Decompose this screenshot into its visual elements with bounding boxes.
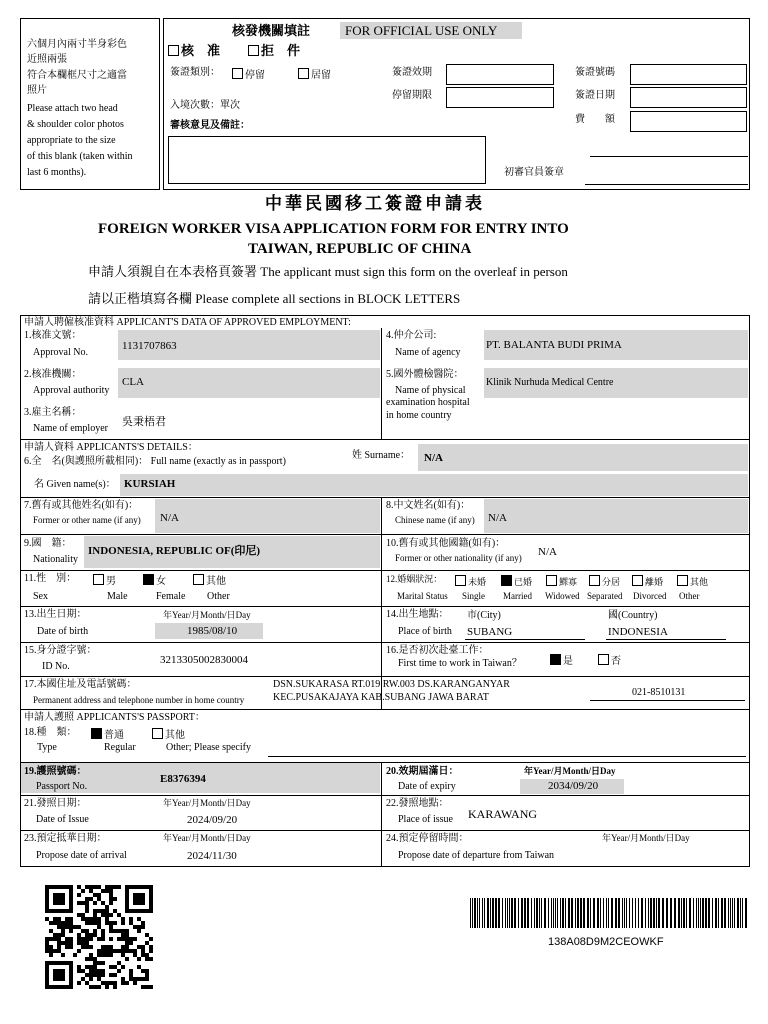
f16-label-zh: 16.是否初次赴臺工作：: [386, 645, 489, 656]
f24-label-zh: 24.預定停留時間：: [386, 833, 469, 844]
first-time-no-option[interactable]: [598, 654, 621, 667]
city-label: 市(City): [467, 610, 501, 621]
approval-authority-value[interactable]: CLA: [122, 376, 144, 388]
divider-passport: [381, 762, 382, 867]
f6-label-en: Full name (exactly as in passport): [150, 456, 286, 467]
married-checkbox[interactable]: [501, 575, 512, 586]
birth-city-line: [465, 639, 585, 640]
details-header-zh: 申請人資料: [24, 442, 74, 453]
visa-date-label: 簽證日期: [575, 90, 615, 101]
former-name-value[interactable]: N/A: [160, 512, 179, 524]
f13-label-zh: 13.出生日期：: [24, 609, 87, 620]
former-nationality-value[interactable]: N/A: [538, 546, 557, 558]
nationality-value[interactable]: INDONESIA, REPUBLIC OF(印尼): [88, 545, 261, 557]
f6-label: [24, 457, 286, 467]
f5-label-zh: 5.國外體檢醫院：: [386, 369, 464, 380]
departure-format: 年Year/月Month/日Day: [602, 833, 690, 843]
reside-checkbox[interactable]: [298, 68, 309, 79]
f20-label-zh: 20.效期屆滿日：: [386, 766, 459, 777]
no-checkbox[interactable]: [598, 654, 609, 665]
sex-other-checkbox[interactable]: [193, 574, 204, 585]
f1-label-en: Approval No.: [33, 347, 88, 358]
no-label: 否: [611, 656, 621, 667]
fee-label: 費 額: [575, 114, 615, 125]
row-line-7: [20, 497, 750, 498]
officer-sign-line-top: [590, 156, 748, 157]
row-line-13: [20, 606, 750, 607]
marital-divorced-option[interactable]: [632, 575, 663, 587]
address-line-1[interactable]: DSN.SUKARASA RT.019 RW.003 DS.KARANGANYAR: [273, 679, 510, 690]
sex-other-option[interactable]: [193, 574, 226, 587]
separated-en: Separated: [587, 591, 623, 601]
birth-country-line: [606, 639, 726, 640]
block-letters-note: [88, 292, 460, 305]
f8-field-bg: [484, 499, 748, 533]
yes-label: 是: [563, 656, 573, 667]
f2-label-en: Approval authority: [33, 385, 110, 396]
visa-stay-option[interactable]: [232, 68, 265, 81]
visa-no-label: 簽證號碼: [575, 67, 615, 78]
form-title-en-2: TAIWAN, REPUBLIC OF CHINA: [248, 241, 472, 257]
id-no-value[interactable]: 3213305002830004: [160, 654, 248, 666]
f11-label-zh: 11.性 別：: [24, 573, 77, 584]
row-line-17: [20, 676, 750, 677]
f13-label-en: Date of birth: [37, 626, 89, 637]
f11-label-en: Sex: [33, 591, 48, 602]
arrival-date-value[interactable]: 2024/11/30: [187, 850, 237, 862]
f5-label-en-3: in home country: [386, 410, 452, 421]
photo-instr-en-4: of this blank (taken within: [27, 151, 133, 162]
f12-label-zh: 12.婚姻狀況：: [386, 574, 443, 584]
female-zh: 女: [156, 576, 166, 587]
photo-instr-en-2: & shoulder color photos: [27, 119, 124, 130]
f10-label-en: Former or other nationality (if any): [395, 553, 522, 563]
form-title-zh: 中華民國移工簽證申請表: [265, 194, 485, 213]
employment-header-zh: 申請人聘僱核准資料: [24, 317, 114, 328]
f3-label-en: Name of employer: [33, 423, 108, 434]
passport-header: [24, 713, 205, 723]
marital-other-checkbox[interactable]: [677, 575, 688, 586]
surname-field-bg: [418, 444, 748, 471]
row-line-21: [20, 795, 750, 796]
f19-label-en: Passport No.: [36, 781, 88, 792]
chinese-name-value[interactable]: N/A: [488, 512, 507, 524]
country-label: 國(Country): [608, 610, 658, 621]
married-en: Married: [503, 591, 532, 601]
f6-label-zh: 6.全 名(與護照所載相同)：: [24, 456, 149, 467]
marital-widowed-option[interactable]: [546, 575, 577, 587]
barcode-bars: [470, 898, 747, 928]
marital-other-en: Other: [679, 591, 700, 601]
f15-label-zh: 15.身分證字號：: [24, 645, 97, 656]
married-zh: 已婚: [514, 577, 533, 587]
marital-other-zh: 其他: [690, 577, 709, 587]
visa-no-field[interactable]: [630, 64, 747, 85]
reject-label: 拒 件: [261, 43, 301, 58]
issue-format: 年Year/月Month/日Day: [163, 798, 251, 808]
row-line-23: [20, 830, 750, 831]
f17-label-zh: 17.本國住址及電話號碼：: [24, 679, 137, 690]
officer-sign-label: 初審官員簽章: [504, 167, 564, 178]
expiry-format: 年Year/月Month/日Day: [524, 766, 616, 776]
remarks-label: 審核意見及備註：: [170, 120, 250, 131]
row-line-details: [20, 439, 750, 440]
female-checkbox[interactable]: [143, 574, 154, 585]
passport-other-option[interactable]: [152, 728, 185, 741]
f22-label-en: Place of issue: [398, 814, 453, 825]
f7-label-zh: 7.舊有或其他姓名(如有)：: [24, 500, 139, 511]
f10-label-zh: 10.舊有或其他國籍(如有)：: [386, 538, 506, 549]
f17-label-en: Permanent address and telephone number in home country: [33, 695, 245, 705]
expiry-value[interactable]: 2034/09/20: [548, 780, 599, 792]
regular-checkbox[interactable]: [91, 728, 102, 739]
passport-no-value[interactable]: E8376394: [160, 773, 206, 785]
details-header-en: APPLICANTS'S DETAILS：: [76, 442, 198, 453]
separated-zh: 分居: [602, 577, 621, 587]
widowed-checkbox[interactable]: [546, 575, 557, 586]
f5-label-en-1: Name of physical: [395, 385, 466, 396]
f7-field-bg: [155, 499, 380, 533]
photo-instr-en-5: last 6 months).: [27, 167, 87, 178]
f21-label-zh: 21.發照日期：: [24, 798, 87, 809]
approve-label: 核 准: [181, 43, 221, 58]
f18-label-en: Type: [37, 742, 57, 753]
f15-label-en: ID No.: [42, 661, 70, 672]
reside-label: 居留: [311, 70, 331, 81]
approve-checkbox[interactable]: [168, 45, 179, 56]
f1-label-zh: 1.核准文號：: [24, 330, 82, 341]
f5-label-en-2: examination hospital: [386, 397, 470, 408]
divorced-checkbox[interactable]: [632, 575, 643, 586]
sign-note-en: The applicant must sign this form on the overleaf in person: [260, 264, 568, 279]
passport-header-zh: 申請人護照: [24, 712, 74, 723]
address-line-2[interactable]: KEC.PUSAKAJAYA KAB.SUBANG JAWA BARAT: [273, 692, 489, 703]
fee-field[interactable]: [630, 111, 747, 132]
photo-instr-zh-3: 符合本欄框尺寸之適當: [27, 70, 127, 81]
details-header: [24, 443, 198, 453]
male-en: Male: [107, 591, 128, 602]
regular-en: Regular: [104, 742, 136, 753]
stay-label: 停留: [245, 70, 265, 81]
photo-instr-zh-2: 近照兩張: [27, 54, 67, 65]
approve-option[interactable]: [168, 44, 220, 57]
employment-divider: [381, 328, 382, 439]
regular-zh: 普通: [104, 730, 124, 741]
surname-label: 姓 Surname：: [352, 450, 411, 461]
employer-value[interactable]: 吳秉梧君: [122, 416, 166, 428]
stay-checkbox[interactable]: [232, 68, 243, 79]
sex-other-en: Other: [207, 591, 230, 602]
f2-label-zh: 2.核准機關：: [24, 369, 82, 380]
sex-other-zh: 其他: [206, 576, 226, 587]
f23-label-zh: 23.預定抵華日期：: [24, 833, 107, 844]
female-en: Female: [156, 591, 186, 602]
visa-date-field[interactable]: [630, 87, 747, 108]
visa-validity-label: 簽證效期: [392, 67, 432, 78]
f21-label-en: Date of Issue: [36, 814, 89, 825]
divorced-en: Divorced: [633, 591, 667, 601]
passport-header-en: APPLICANTS'S PASSPORT：: [76, 712, 205, 723]
given-name-label: 名 Given name(s)：: [34, 479, 116, 490]
entries-label: 入境次數：單次: [170, 100, 240, 111]
phone-line: [590, 700, 745, 701]
given-name-value[interactable]: KURSIAH: [124, 478, 176, 490]
f24-label-en: Propose date of departure from Taiwan: [398, 850, 555, 861]
dob-value[interactable]: 1985/08/10: [187, 625, 238, 637]
hospital-value[interactable]: Klinik Nurhuda Medical Centre: [486, 377, 614, 388]
divorced-zh: 離婚: [645, 577, 664, 587]
f4-label-zh: 4.仲介公司:: [386, 330, 437, 341]
sex-male-option[interactable]: [93, 574, 116, 587]
surname-value[interactable]: N/A: [424, 452, 443, 464]
f3-label-zh: 3.雇主名稱：: [24, 407, 82, 418]
sex-female-option[interactable]: [143, 574, 166, 587]
marital-other-option[interactable]: [677, 575, 708, 587]
barcode: [470, 898, 750, 928]
remarks-field[interactable]: [168, 136, 486, 184]
f16-label-en: First time to work in Taiwan？: [398, 658, 522, 669]
f9-label-zh: 9.國 籍：: [24, 538, 72, 549]
single-en: Single: [462, 591, 486, 601]
official-title-en: FOR OFFICIAL USE ONLY: [345, 23, 498, 38]
official-title: 核發機關填註: [232, 23, 311, 38]
f4-label-en: Name of agency: [395, 347, 461, 358]
marital-separated-option[interactable]: [589, 575, 620, 587]
dob-format: 年Year/月Month/日Day: [163, 610, 251, 620]
birth-country-value[interactable]: INDONESIA: [608, 626, 668, 638]
employment-header: [24, 318, 351, 328]
agency-value[interactable]: PT. BALANTA BUDI PRIMA: [486, 339, 622, 351]
passport-regular-option[interactable]: [91, 728, 124, 741]
photo-instr-zh-4: 照片: [27, 85, 47, 96]
reject-checkbox[interactable]: [248, 45, 259, 56]
divider-7-8: [381, 497, 382, 709]
passport-other-checkbox[interactable]: [152, 728, 163, 739]
f20-label-en: Date of expiry: [398, 781, 456, 792]
photo-instr-zh-1: 六個月內兩寸半身彩色: [27, 39, 127, 50]
arrival-format: 年Year/月Month/日Day: [163, 833, 251, 843]
f8-label-en: Chinese name (if any): [395, 515, 475, 525]
visa-reside-option[interactable]: [298, 68, 331, 81]
passport-other-en: Other; Please specify: [166, 742, 251, 753]
employment-header-en: APPLICANT'S DATA OF APPROVED EMPLOYMENT:: [116, 317, 351, 328]
photo-instr-en-1: Please attach two head: [27, 103, 118, 114]
f22-label-zh: 22.發照地點：: [386, 798, 449, 809]
visa-validity-field[interactable]: [446, 64, 554, 85]
sign-note: [88, 265, 568, 278]
approval-no-value[interactable]: 1131707863: [122, 340, 177, 352]
f12-label-en: Marital Status: [397, 591, 448, 601]
male-checkbox[interactable]: [93, 574, 104, 585]
passport-other-zh: 其他: [165, 730, 185, 741]
f19-label-zh: 19.護照號碼：: [24, 766, 87, 777]
widowed-en: Widowed: [545, 591, 580, 601]
issue-place-value[interactable]: KARAWANG: [468, 807, 538, 821]
birth-city-value[interactable]: SUBANG: [467, 626, 513, 638]
officer-sign-line: [585, 184, 748, 185]
separated-checkbox[interactable]: [589, 575, 600, 586]
phone-value[interactable]: 021-8510131: [632, 687, 686, 698]
single-zh: 未婚: [468, 577, 487, 587]
stay-duration-label: 停留期限: [392, 90, 432, 101]
row-line-passport: [20, 709, 750, 710]
sign-note-zh: 申請人須親自在本表格頁簽署: [88, 264, 258, 279]
f18-label-zh: 18.種 類：: [24, 727, 77, 738]
row-line-11: [20, 570, 750, 571]
male-zh: 男: [106, 576, 116, 587]
photo-instr-en-3: appropriate to the size: [27, 135, 116, 146]
f7-label-en: Former or other name (if any): [33, 515, 141, 525]
qr-code: [45, 885, 153, 989]
block-note-zh: 請以正楷填寫各欄: [88, 291, 193, 306]
marital-single-option[interactable]: [455, 575, 486, 587]
f8-label-zh: 8.中文姓名(如有)：: [386, 500, 471, 511]
marital-married-option[interactable]: [501, 575, 532, 587]
visa-type-label: 簽證類別：: [170, 67, 220, 78]
first-time-yes-option[interactable]: [550, 654, 573, 667]
yes-checkbox[interactable]: [550, 654, 561, 665]
stay-duration-field[interactable]: [446, 87, 554, 108]
barcode-text: 138A08D9M2CEOWKF: [548, 936, 664, 948]
f14-label-zh: 14.出生地點：: [386, 609, 449, 620]
f2-field-bg: [118, 368, 380, 398]
form-title-en-1: FOREIGN WORKER VISA APPLICATION FORM FOR ENTRY INTO: [98, 221, 569, 237]
reject-option[interactable]: [248, 44, 300, 57]
f14-label-en: Place of birth: [398, 626, 452, 637]
passport-other-line: [268, 756, 746, 757]
block-note-en: Please complete all sections in BLOCK LETTERS: [195, 291, 461, 306]
row-line-9: [20, 534, 750, 535]
row-line-15: [20, 642, 750, 643]
issue-date-value[interactable]: 2024/09/20: [187, 814, 238, 826]
f9-label-en: Nationality: [33, 554, 78, 565]
single-checkbox[interactable]: [455, 575, 466, 586]
f23-label-en: Propose date of arrival: [36, 850, 127, 861]
given-name-field-bg: [120, 474, 748, 496]
widowed-zh: 鰥寡: [559, 577, 578, 587]
